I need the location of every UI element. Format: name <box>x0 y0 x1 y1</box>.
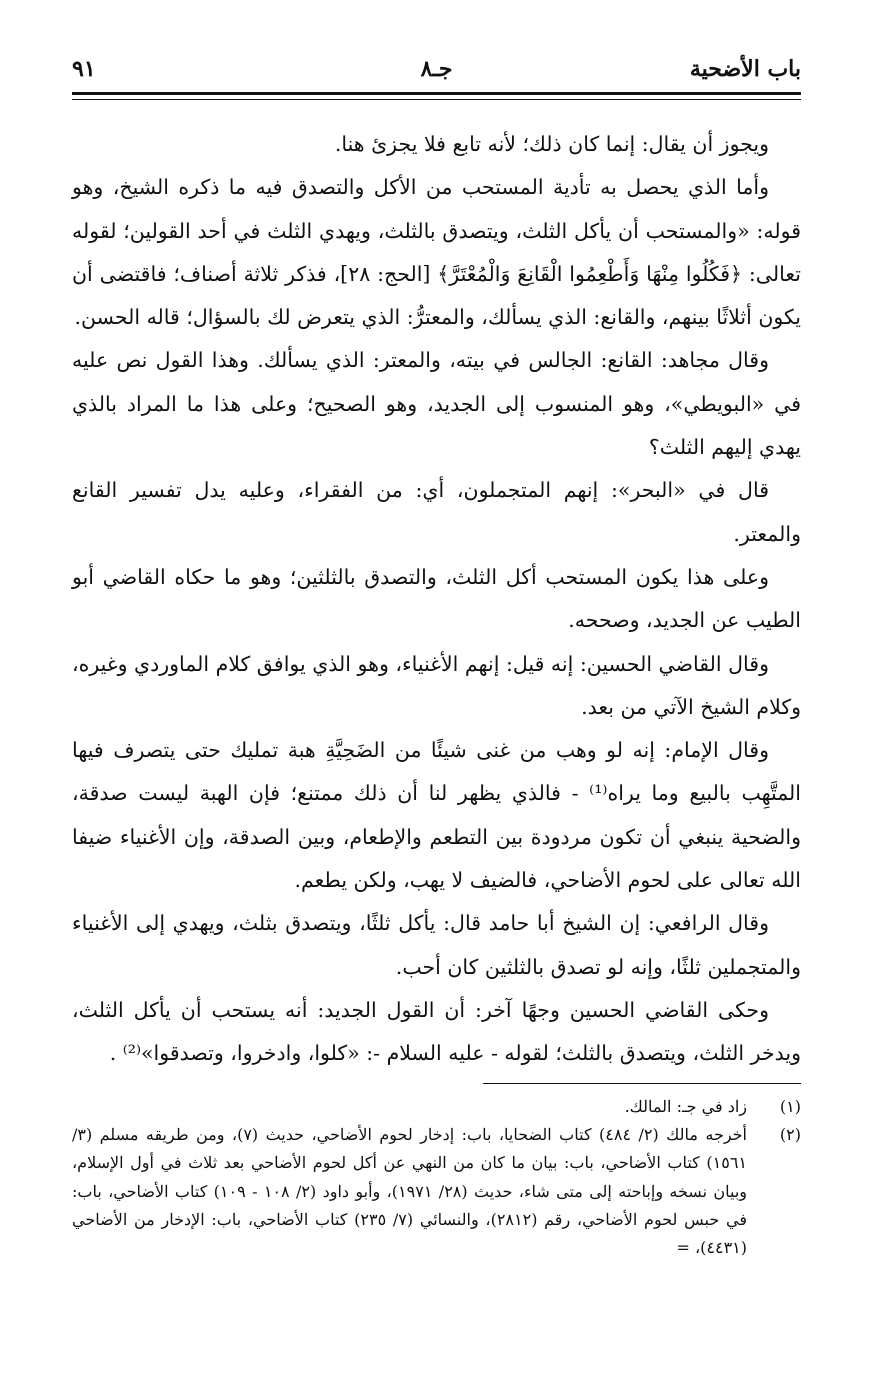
paragraph-1: ويجوز أن يقال: إنما كان ذلك؛ لأنه تابع فلا يجزئ هنا. <box>334 132 769 156</box>
chapter-title: باب الأضحية <box>689 56 801 82</box>
paragraph-9: وحكى القاضي الحسين وجهًا آخر: أن القول الجديد: أنه يستحب أن يأكل الثلث، ويدخر الثلث، ويتصدق بالثلث؛ لقوله - عليه السلام -: «كلوا، وادخروا، وتصدقوا»⁽²⁾ . <box>72 997 801 1066</box>
header-rule-thin <box>72 99 801 100</box>
page-number: ٩١ <box>72 56 96 82</box>
footnote-2 <box>72 1121 801 1262</box>
footnote-text: أخرجه مالك (٢/ ٤٨٤) كتاب الضحايا، باب: إدخار لحوم الأضاحي، حديث (٧)، ومن طريقه مسلم (٣/ ١٥٦١) كتاب الأضاحي، باب: بيان ما كان من النهي عن أكل لحوم الأضاحي بعد ثلاث في أول الإسلام، وبيان نسخه وإباحته إلى متى شاء، حديث (٢٨/ ١٩٧١)، وأبو داود (٢/ ١٠٨ - ١٠٩) كتاب الأضاحي، باب: في حبس لحوم الأضاحي، رقم (٢٨١٢)، والنسائي (٧/ ٢٣٥) كتاب الأضاحي، باب: الإدخار من الأضاحي (٤٤٣١)، = <box>72 1125 748 1258</box>
footnote-number: (٢) <box>779 1125 801 1145</box>
paragraph-2: وأما الذي يحصل به تأدية المستحب من الأكل والتصدق فيه ما ذكره الشيخ، وهو قوله: «والمستحب أن يأكل الثلث، ويتصدق بالثلث، ويهدي الثلث في أحد القولين؛ لقوله تعالى: ﴿فَكُلُوا مِنْهَا وَأَطْعِمُوا الْقَانِعَ وَالْمُعْتَرَّ﴾ [الحج: ٢٨]، فذكر ثلاثة أصناف؛ فاقتضى أن يكون أثلاثًا بينهم، والقانع: الذي يسألك، والمعترُّ: الذي يتعرض لك بالسؤال؛ قاله الحسن. <box>72 175 801 330</box>
paragraph-4: قال في «البحر»: إنهم المتجملون، أي: من الفقراء، وعليه يدل تفسير القانع والمعتر. <box>72 478 801 546</box>
paragraph-6: وقال القاضي الحسين: إنه قيل: إنهم الأغنياء، وهو الذي يوافق كلام الماوردي وغيره، وكلام الشيخ الآتي من بعد. <box>72 651 801 719</box>
footnote-number: (١) <box>779 1097 801 1116</box>
footnote-1 <box>72 1093 801 1121</box>
paragraph-8: وقال الرافعي: إن الشيخ أبا حامد قال: يأكل ثلثًا، ويتصدق بثلث، ويهدي إلى الأغنياء والمتجملين ثلثًا، وإنه لو تصدق بالثلثين كان أحب. <box>72 911 801 979</box>
paragraph-5: وعلى هذا يكون المستحب أكل الثلث، والتصدق بالثلثين؛ وهو ما حكاه القاضي أبو الطيب عن الجديد، وصححه. <box>72 564 801 633</box>
footnote-separator <box>483 1083 801 1084</box>
footnote-text: زاد في جـ: المالك. <box>624 1097 747 1116</box>
header-rule-thick <box>72 92 801 95</box>
main-text <box>72 123 801 1076</box>
footnotes <box>72 1093 801 1262</box>
volume-number: جـ٨ <box>420 56 453 82</box>
running-header <box>72 56 801 90</box>
paragraph-3: وقال مجاهد: القانع: الجالس في بيته، والمعتر: الذي يسألك. وهذا القول نص عليه في «البويطي»، وهو المنسوب إلى الجديد، وهو الصحيح؛ وعلى هذا ما المراد بالذي يهدي إليهم الثلث؟ <box>72 348 801 460</box>
paragraph-7: وقال الإمام: إنه لو وهب من غنى شيئًا من الضَحِيَّةِ هبة تمليك حتى يتصرف فيها المتَّهِب بالبيع وما يراه⁽¹⁾ - فالذي يظهر لنا أن ذلك ممتنع؛ فإن الهبة ليست صدقة، والضحية ينبغي أن تكون مردودة بين التطعم والإطعام، وبين الصدقة، وإن الأغنياء ضيفا الله تعالى على لحوم الأضاحي، فالضيف لا يهب، ولكن يطعم. <box>72 738 801 893</box>
